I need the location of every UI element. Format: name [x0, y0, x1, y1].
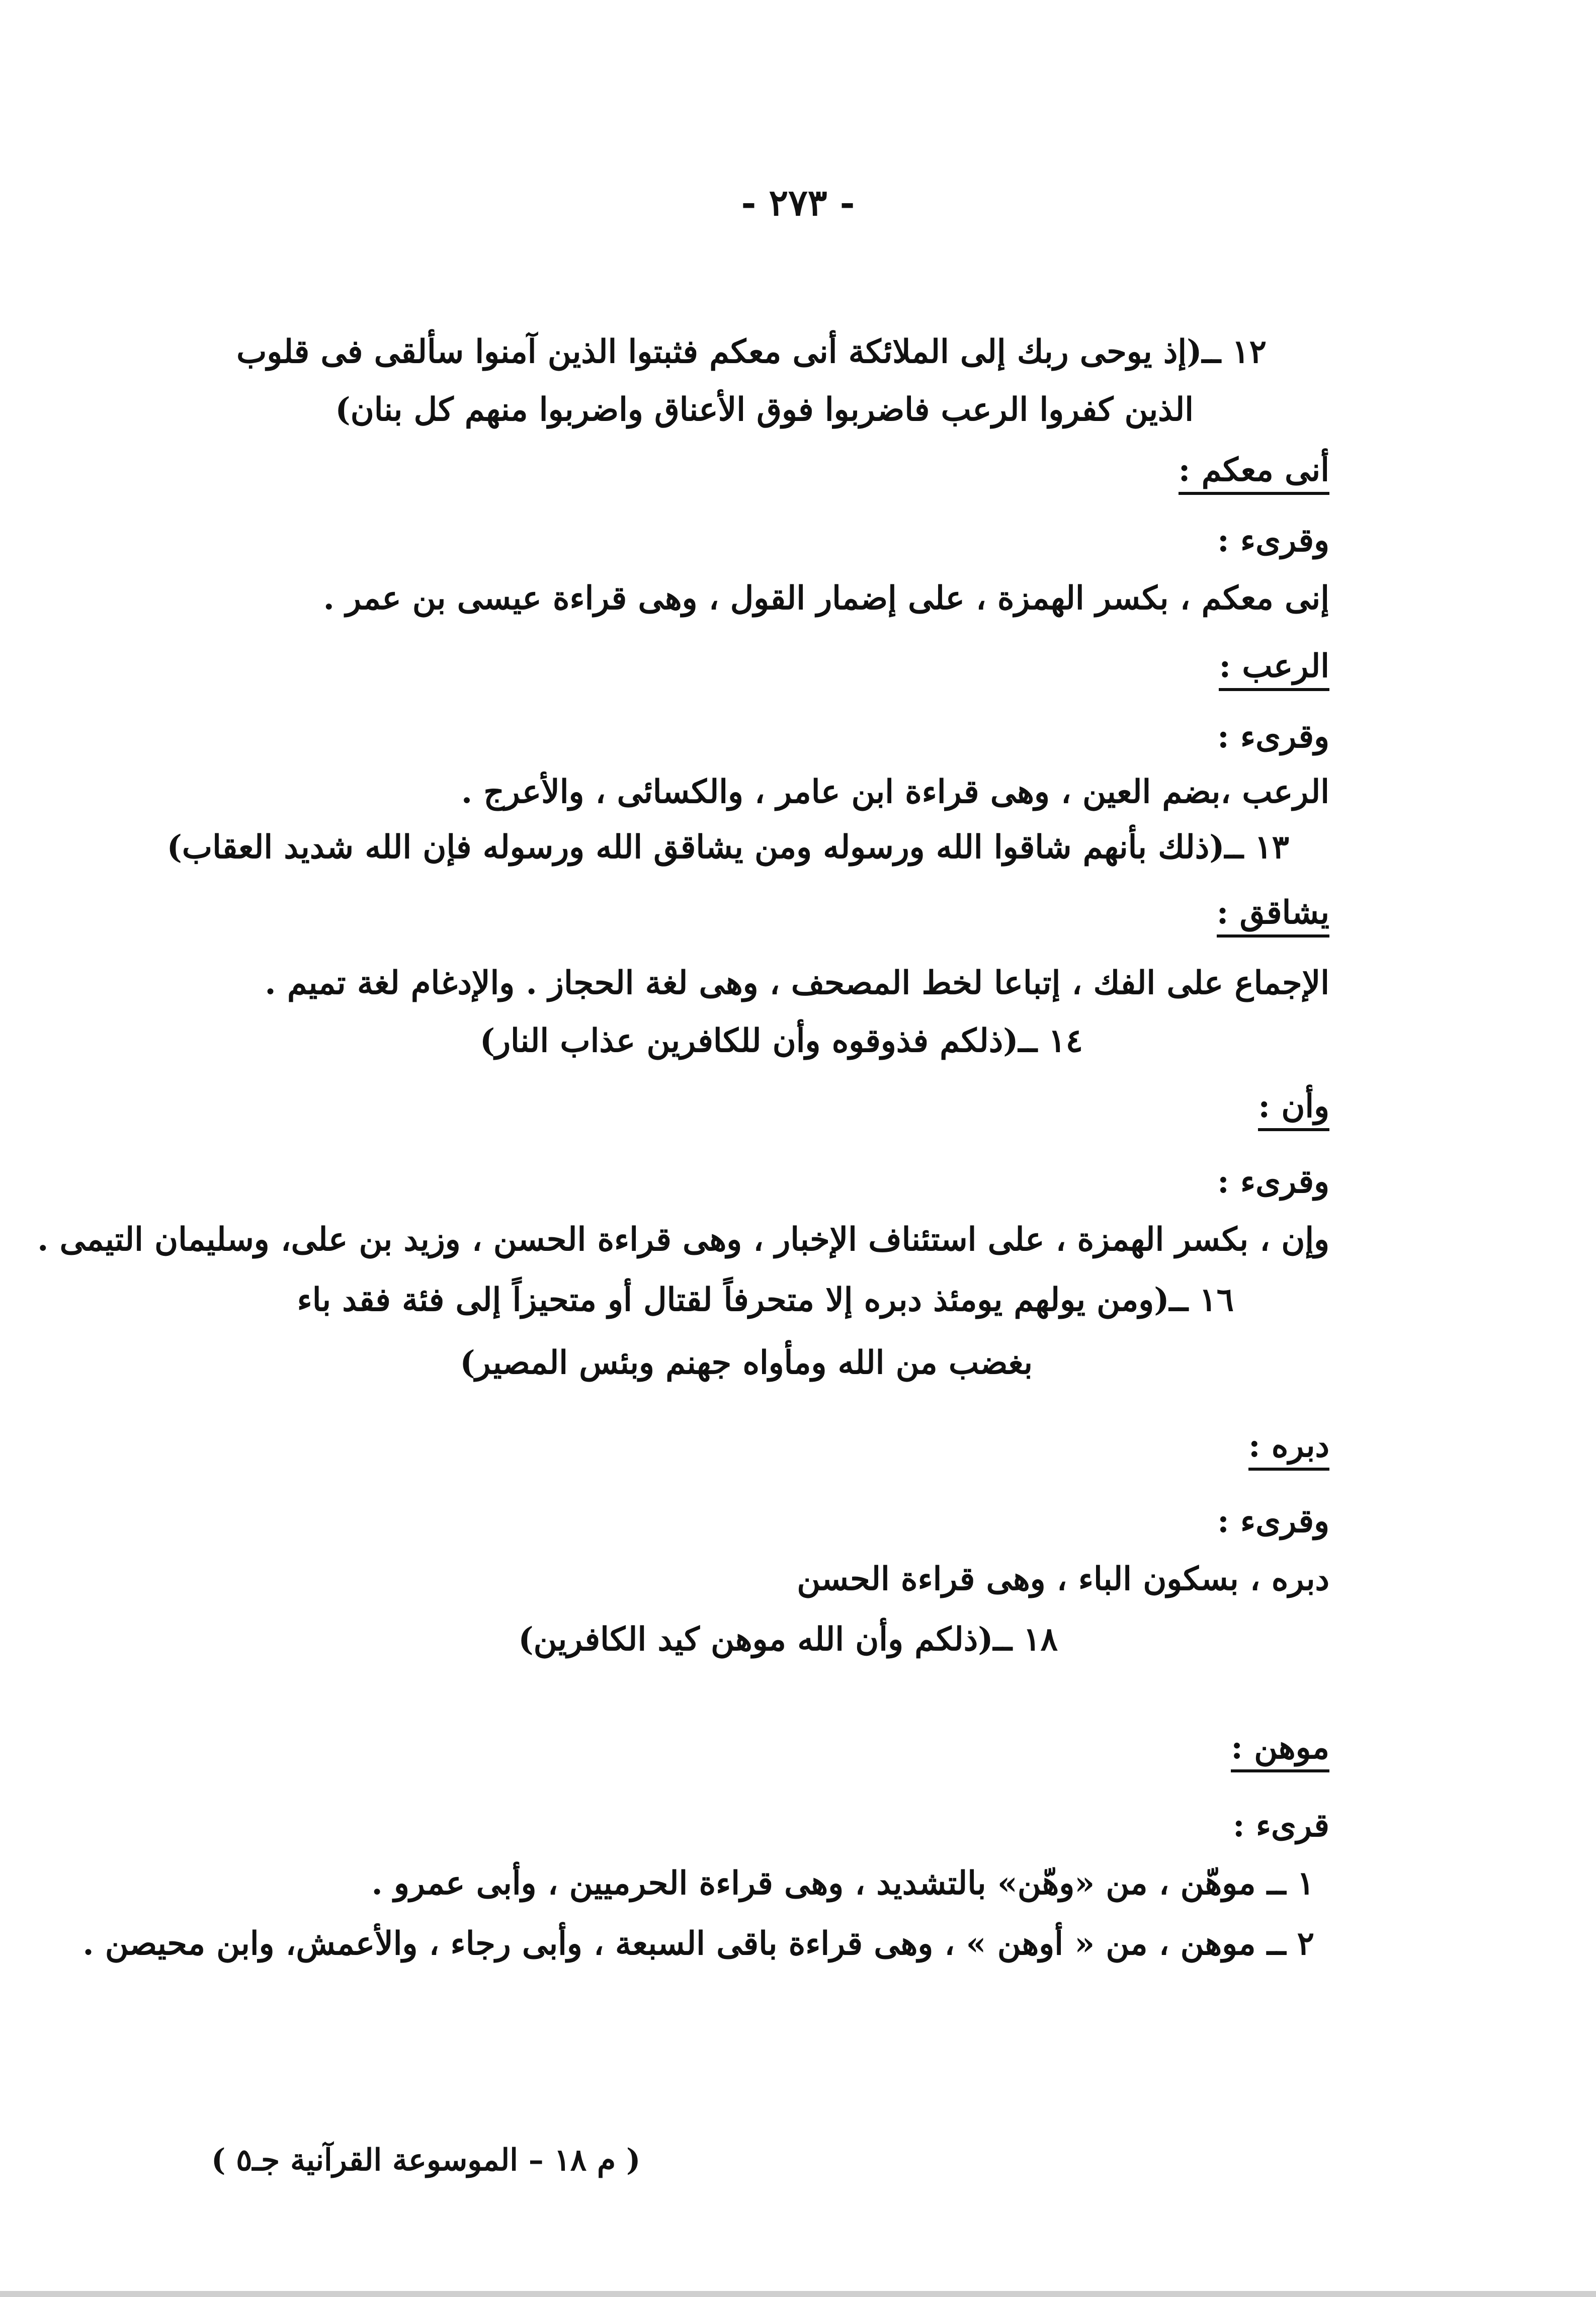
reading-line: الإجماع على الفك ، إتباعا لخط المصحف ، وهى لغة الحجاز . والإدغام لغة تميم . [265, 964, 1329, 1002]
page-number: - ٢٧٣ - [741, 181, 855, 224]
heading-yushaqiq: يشاقق : [1217, 895, 1329, 938]
verse-12-line-2: الذين كفروا الرعب فاضربوا فوق الأعناق واضربوا منهم كل بنان) [335, 391, 1194, 429]
verse-16-line-1: ١٦ ــ(ومن يولهم يومئذ دبره إلا متحرفاً لقتال أو متحيزاً إلى فئة فقد باء [297, 1281, 1234, 1319]
label-quri: وقرىء : [1217, 718, 1329, 755]
reading-item-2: ٢ ــ موهن ، من « أوهن » ، وهى قراءة باقى السبعة ، وأبى رجاء ، والأعمش، وابن محيصن . [82, 1925, 1314, 1963]
heading-al-ruab: الرعب : [1219, 649, 1329, 691]
reading-line: وإن ، بكسر الهمزة ، على استئناف الإخبار ، وهى قراءة الحسن ، وزيد بن على، وسليمان التيمى . [37, 1221, 1329, 1258]
verse-14: ١٤ ــ(ذلكم فذوقوه وأن للكافرين عذاب النار) [479, 1022, 1083, 1060]
verse-18: ١٨ ــ(ذلكم وأن الله موهن كيد الكافرين) [518, 1621, 1058, 1658]
label-quri: وقرىء : [1217, 522, 1329, 559]
heading-muhin: موهن : [1231, 1730, 1329, 1772]
heading-wa-anna: وأن : [1258, 1089, 1329, 1131]
footer-note: ( م ١٨ – الموسوعة القرآنية جـ٥ ) [211, 2143, 641, 2178]
bottom-border [0, 2291, 1596, 2297]
reading-item-1: ١ ــ موهّن ، من «وهّن» بالتشديد ، وهى قراءة الحرميين ، وأبى عمرو . [371, 1864, 1314, 1902]
label-quri: وقرىء : [1217, 1163, 1329, 1201]
verse-13: ١٣ ــ(ذلك بأنهم شاقوا الله ورسوله ومن يشاقق الله ورسوله فإن الله شديد العقاب) [166, 828, 1289, 866]
reading-line: إنى معكم ، بكسر الهمزة ، على إضمار القول ، وهى قراءة عيسى بن عمر . [323, 579, 1329, 617]
reading-line: الرعب ،بضم العين ، وهى قراءة ابن عامر ، والكسائى ، والأعرج . [461, 773, 1329, 811]
heading-duburahu: دبره : [1248, 1428, 1329, 1471]
label-quri: قرىء : [1233, 1807, 1329, 1844]
reading-line: دبره ، بسكون الباء ، وهى قراءة الحسن [797, 1560, 1329, 1598]
heading-anni-maakum: أنى معكم : [1179, 453, 1329, 495]
label-quri: وقرىء : [1217, 1502, 1329, 1540]
verse-12-line-1: ١٢ ــ(إذ يوحى ربك إلى الملائكة أنى معكم فثبتوا الذين آمنوا سألقى فى قلوب [236, 333, 1267, 371]
verse-16-line-2: بغضب من الله ومأواه جهنم وبئس المصير) [460, 1344, 1033, 1382]
